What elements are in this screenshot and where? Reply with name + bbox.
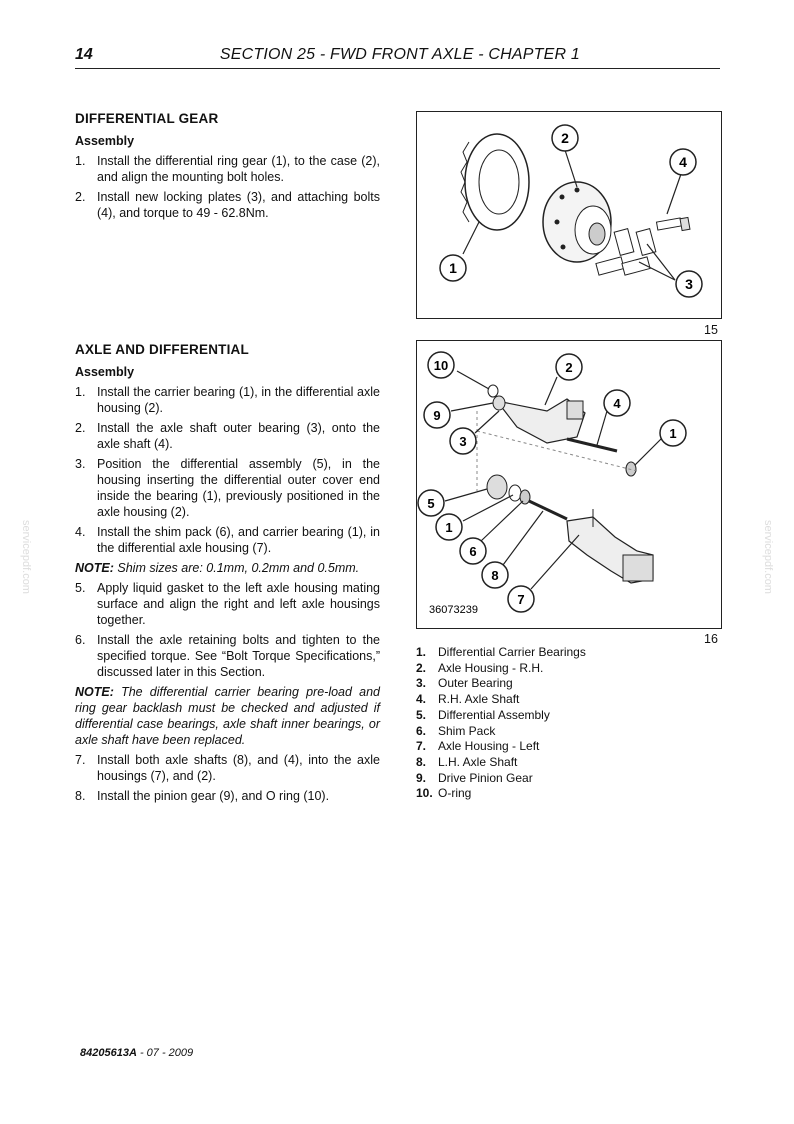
figure-16-axle-differential — [416, 340, 722, 629]
axle-differential-illustration — [417, 341, 721, 628]
parts-legend — [416, 645, 586, 802]
section-heading: DIFFERENTIAL GEAR — [75, 111, 219, 126]
step-number: 1. — [75, 385, 86, 399]
note-label: NOTE: — [75, 685, 114, 699]
step-number: 7. — [75, 753, 86, 767]
step-text: Install both axle shafts (8), and (4), into the axle housings (7), and (2). — [97, 753, 380, 783]
step-text: Install the pinion gear (9), and O ring (10). — [97, 789, 330, 803]
step — [75, 456, 380, 520]
callout-6 — [460, 501, 523, 564]
figure-part-code: 36073239 — [429, 604, 478, 616]
bolt-drawing — [656, 217, 689, 230]
callout-4 — [597, 390, 630, 445]
legend-item: 1. Differential Carrier Bearings — [416, 645, 586, 659]
callout-2 — [552, 125, 578, 187]
step-number: 1. — [75, 154, 86, 168]
callout-3 — [450, 411, 499, 454]
step — [75, 752, 380, 784]
figure-number: 16 — [704, 632, 718, 646]
section-subheading: Assembly — [75, 365, 135, 379]
callout-label: 2 — [565, 360, 573, 375]
note-text: Shim sizes are: 0.1mm, 0.2mm and 0.5mm. — [117, 561, 360, 575]
legend-item: 5. Differential Assembly — [416, 707, 550, 722]
step-number: 6. — [75, 633, 86, 647]
callout-label: 1 — [669, 426, 677, 441]
callout-1 — [440, 222, 479, 281]
page-number: 14 — [75, 46, 93, 63]
callout-label: 10 — [433, 358, 449, 373]
section-differential-gear — [75, 111, 380, 225]
note — [75, 560, 380, 576]
callout-label: 1 — [445, 520, 453, 535]
page-footer — [80, 1047, 193, 1059]
note-label: NOTE: — [75, 561, 114, 575]
left-axle-housing-drawing — [567, 509, 653, 583]
step-number: 4. — [75, 525, 86, 539]
step-text: Install the carrier bearing (1), in the differential axle housing (2). — [97, 385, 380, 415]
step — [75, 788, 380, 804]
right-axle-housing-drawing — [497, 399, 585, 443]
legend-item: 4. R.H. Axle Shaft — [416, 692, 520, 707]
step — [75, 580, 380, 628]
callout-label: 9 — [433, 408, 441, 423]
step-number: 8. — [75, 789, 86, 803]
callout-label: 8 — [491, 568, 499, 583]
callout-label: 1 — [449, 260, 457, 276]
right-axle-shaft-drawing — [567, 439, 636, 476]
legend-item: 9. Drive Pinion Gear — [416, 770, 533, 785]
legend-item: 3. Outer Bearing — [416, 676, 513, 691]
legend-item: 7. Axle Housing - Left — [416, 739, 540, 754]
step-text: Position the differential assembly (5), in the housing inserting the differential outer cover end inside the bearing (1), previously positioned in the axle housing (2). — [97, 457, 380, 519]
step — [75, 524, 380, 556]
callout-1-left — [436, 495, 513, 540]
callout-label: 3 — [685, 276, 693, 292]
section-title: SECTION 25 - FWD FRONT AXLE - CHAPTER 1 — [219, 46, 580, 63]
step-number: 2. — [75, 421, 86, 435]
differential-case-drawing — [543, 182, 611, 262]
callout-5 — [418, 489, 487, 516]
step-text: Install the axle retaining bolts and tighten to the specified torque. See “Bolt Torque Specifications,” discussed later in this Section. — [97, 633, 380, 679]
callout-label: 4 — [613, 396, 621, 411]
callout-label: 4 — [679, 154, 687, 170]
page-header — [75, 44, 720, 69]
step-number: 2. — [75, 190, 86, 204]
watermark-right: servicepdf.com — [762, 520, 774, 594]
callout-1-right — [635, 420, 686, 465]
legend-item: 10. O-ring — [416, 786, 472, 801]
document-number: 84205613A — [80, 1047, 137, 1059]
callout-10 — [428, 352, 489, 389]
step — [75, 189, 380, 221]
note — [75, 684, 380, 748]
watermark-left: servicepdf.com — [20, 520, 32, 594]
callout-8 — [482, 511, 543, 588]
figure-number: 15 — [704, 323, 718, 337]
step — [75, 632, 380, 680]
step-text: Install new locking plates (3), and attaching bolts (4), and torque to 49 - 62.8Nm. — [97, 190, 380, 220]
callout-label: 5 — [427, 496, 435, 511]
callout-9 — [424, 402, 493, 428]
step — [75, 153, 380, 185]
legend-item: 2. Axle Housing - R.H. — [416, 660, 544, 675]
section-heading: AXLE AND DIFFERENTIAL — [75, 342, 249, 357]
step — [75, 384, 380, 416]
step-text: Apply liquid gasket to the left axle housing mating surface and align the right and left axle housings together. — [97, 581, 380, 627]
callout-label: 3 — [459, 434, 467, 449]
figure-15-differential-gear — [416, 111, 722, 319]
ring-gear-drawing — [461, 134, 529, 230]
step-text: Install the axle shaft outer bearing (3), onto the axle shaft (4). — [97, 421, 380, 451]
differential-gear-illustration — [417, 112, 721, 318]
callout-label: 7 — [517, 592, 525, 607]
differential-assembly-drawing — [487, 475, 567, 519]
step-text: Install the differential ring gear (1), to the case (2), and align the mounting bolt holes. — [97, 154, 380, 184]
callout-label: 6 — [469, 544, 477, 559]
document-date: - 07 - 2009 — [139, 1047, 194, 1059]
step-number: 5. — [75, 581, 86, 595]
step-number: 3. — [75, 457, 86, 471]
step — [75, 420, 380, 452]
legend-item: 8. L.H. Axle Shaft — [416, 754, 518, 769]
step-text: Install the shim pack (6), and carrier bearing (1), in the differential axle housing (7). — [97, 525, 380, 555]
callout-7 — [508, 535, 579, 612]
callout-label: 2 — [561, 130, 569, 146]
callout-4 — [667, 149, 696, 214]
section-axle-differential — [75, 342, 380, 808]
section-subheading: Assembly — [75, 134, 135, 148]
callout-2 — [545, 354, 582, 405]
note-text: The differential carrier bearing pre-load and ring gear backlash must be checked and adjusted if differential case bearings, axle shaft inner bearings, or axle shaft have been replaced. — [75, 685, 380, 747]
legend-item: 6. Shim Pack — [416, 723, 496, 738]
